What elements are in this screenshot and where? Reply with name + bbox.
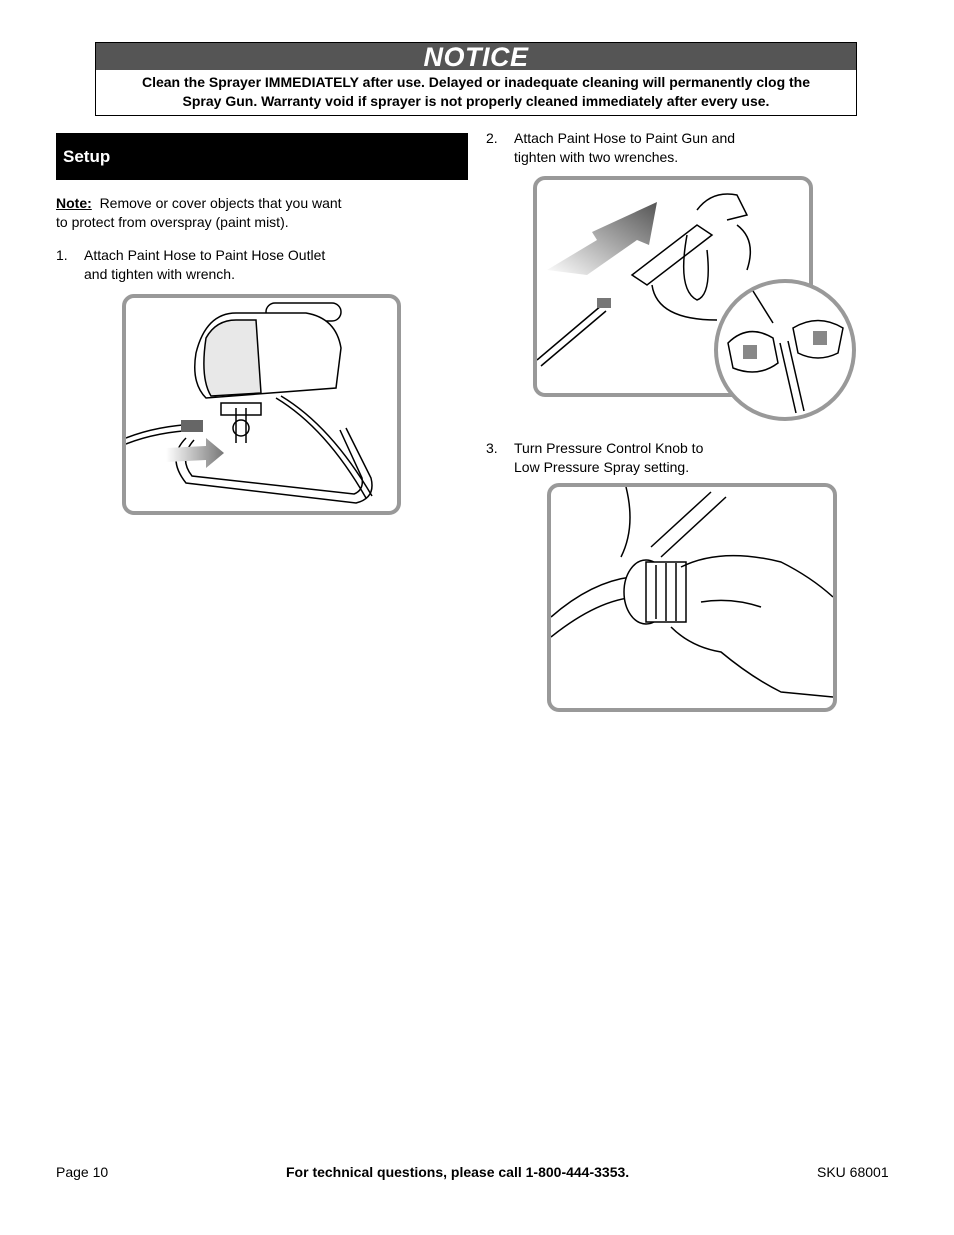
step-3-number: 3. — [486, 440, 498, 456]
notice-title: NOTICE — [423, 42, 529, 72]
step-3-line-2: Low Pressure Spray setting. — [514, 459, 690, 475]
step-2-line-1: Attach Paint Hose to Paint Gun and — [514, 130, 736, 146]
step-1-line-2: and tighten with wrench. — [84, 266, 235, 282]
notice-box — [95, 42, 857, 116]
setup-note — [56, 194, 342, 232]
note-line-2: to protect from overspray (paint mist). — [56, 214, 289, 230]
footer-tech-support: For technical questions, please call 1-800-444-3353. — [286, 1164, 630, 1180]
figure-pressure-knob — [547, 483, 837, 712]
step-1 — [56, 246, 416, 286]
step-2-number: 2. — [486, 130, 498, 146]
footer-page-number: Page 10 — [56, 1164, 109, 1180]
step-2 — [486, 129, 816, 169]
two-wrenches-illustration — [718, 283, 852, 417]
sprayer-illustration — [126, 298, 397, 511]
notice-text — [96, 70, 856, 111]
pressure-knob-illustration — [551, 487, 833, 708]
setup-header — [56, 133, 468, 180]
note-label: Note: — [56, 195, 92, 211]
notice-header — [96, 43, 856, 70]
note-line-1: Remove or cover objects that you want — [99, 195, 342, 211]
footer-sku: SKU 68001 — [817, 1164, 889, 1180]
step-1-line-1: Attach Paint Hose to Paint Hose Outlet — [84, 247, 326, 263]
figure-sprayer-hose-outlet — [122, 294, 401, 515]
step-2-line-2: tighten with two wrenches. — [514, 149, 679, 165]
notice-line-1: Clean the Sprayer IMMEDIATELY after use. Delayed or inadequate cleaning will permanently clog the — [141, 74, 811, 90]
step-1-number: 1. — [56, 247, 68, 263]
setup-title: Setup — [63, 147, 111, 166]
wrench-detail-inset — [714, 279, 856, 421]
step-3-line-1: Turn Pressure Control Knob to — [514, 440, 704, 456]
notice-line-2: Spray Gun. Warranty void if sprayer is not properly cleaned immediately after every use. — [182, 93, 770, 109]
step-3 — [486, 439, 816, 479]
